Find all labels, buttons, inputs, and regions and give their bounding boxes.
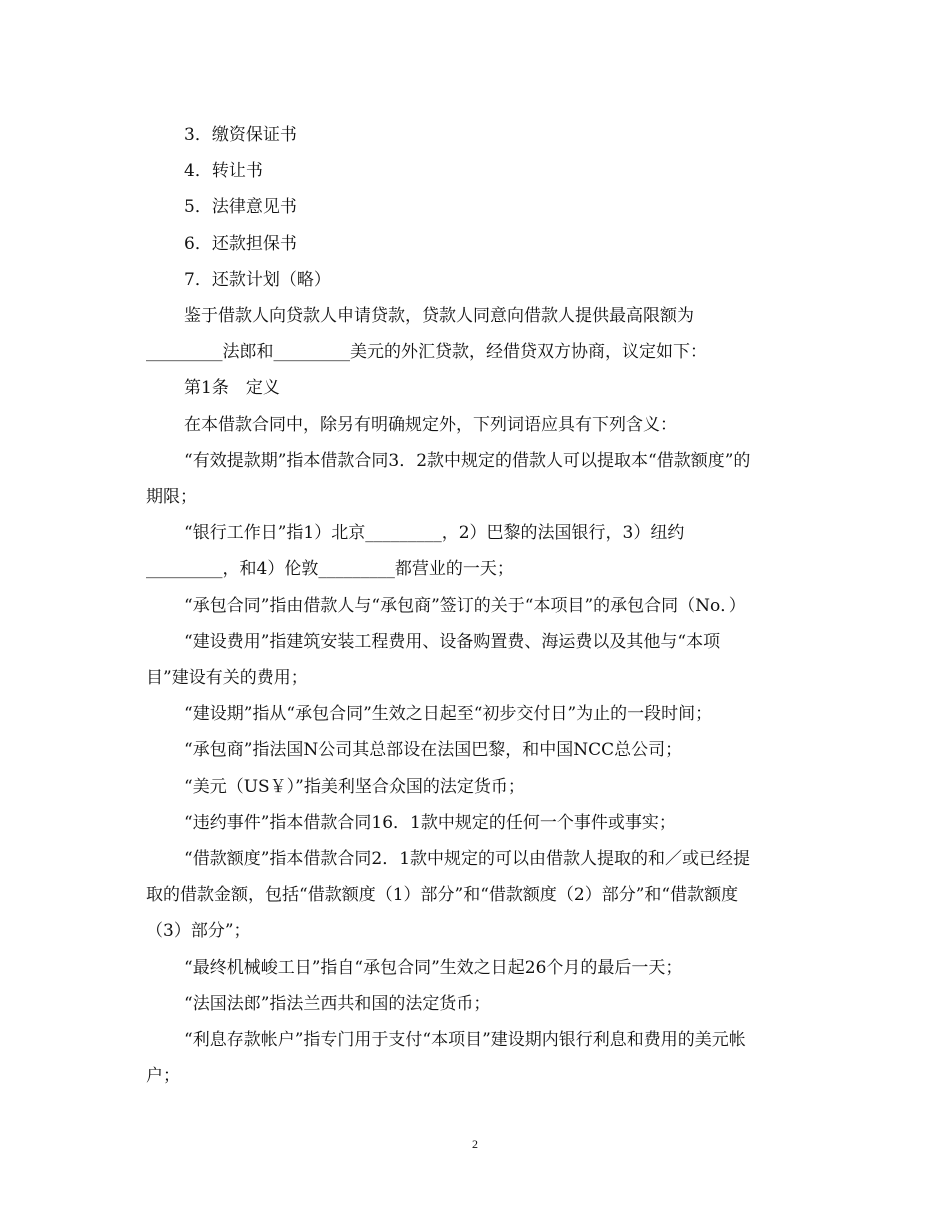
document-line: “美元（US￥）”指美利坚合众国的法定货币； [184,776,525,797]
document-line: 3．缴资保证书 [184,125,297,145]
document-line: “违约事件”指本借款合同16．1款中规定的任何一个事件或事实； [184,812,676,833]
document-line: 鉴于借款人向贷款人申请贷款，贷款人同意向借款人提供最高限额为 [184,306,694,327]
document-line: 户； [146,1066,180,1087]
document-line: “银行工作日”指1）北京_________，2）巴黎的法国银行，3）纽约 [184,523,685,544]
document-line: “建设期”指从“承包合同”生效之日起至“初步交付日”为止的一段时间； [184,704,713,725]
document-line: 目”建设有关的费用； [146,668,308,689]
document-line: _________法郎和_________美元的外汇贷款，经借贷双方协商，议定如下： [146,342,707,363]
document-line: 5．法律意见书 [184,197,297,218]
document-line: “借款额度”指本借款合同2．1款中规定的可以由借款人提取的和／或已经提 [184,849,751,870]
document-line: 6．还款担保书 [184,233,297,254]
document-body [146,117,810,1094]
document-line: 取的借款金额，包括“借款额度（1）部分”和“借款额度（2）部分”和“借款额度 [146,885,739,906]
document-line: 在本借款合同中，除另有明确规定外，下列词语应具有下列含义： [184,414,677,435]
document-line: 4．转让书 [184,161,263,182]
document-line: “利息存款帐户”指专门用于支付“本项目”建设期内银行利息和费用的美元帐 [184,1030,746,1051]
document-line: 7．还款计划（略） [184,269,331,290]
document-line: “承包合同”指由借款人与“承包商”签订的关于“本项目”的承包合同（No．） [184,595,746,616]
document-line: “承包商”指法国N公司其总部设在法国巴黎，和中国NCC总公司； [184,740,683,761]
document-line: （3）部分”； [146,921,251,942]
document-line: “最终机械峻工日”指自“承包合同”生效之日起26个月的最后一天； [184,957,683,978]
document-line: “法国法郎”指法兰西共和国的法定货币； [184,993,491,1014]
document-line: “建设费用”指建筑安装工程费用、设备购置费、海运费以及其他与“本项 [184,631,721,652]
page-number: 2 [472,1137,478,1151]
document-line: 期限； [146,487,197,508]
document-line: “有效提款期”指本借款合同3．2款中规定的借款人可以提取本“借款额度”的 [184,450,751,471]
document-line: 第1条 定义 [184,378,280,399]
document-line: _________，和4）伦敦_________都营业的一天； [146,559,514,580]
